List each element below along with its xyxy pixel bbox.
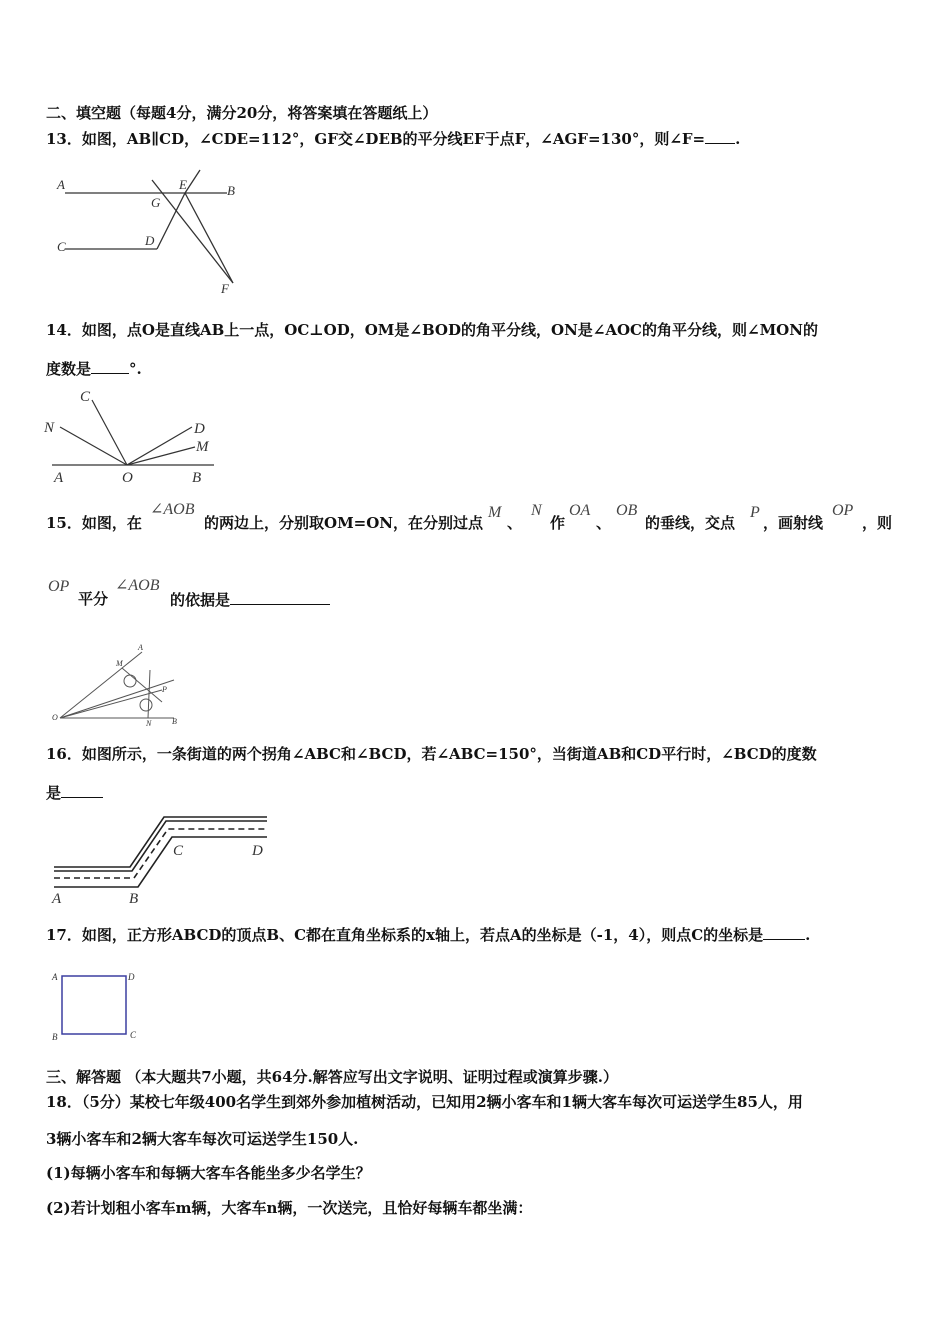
question-15-part-2: 的两边上，分别取OM=ON，在分别过点 <box>204 514 484 532</box>
question-17 <box>46 925 810 944</box>
question-15-part-6: ，则 <box>862 514 893 532</box>
label-n: N <box>44 420 55 436</box>
figure-17 <box>50 968 150 1043</box>
ray-om <box>127 447 195 465</box>
math-angle-aob-2: ∠AOB <box>115 577 160 594</box>
line-ef <box>185 193 233 283</box>
ray-oa <box>60 652 142 718</box>
arc-mark-lower <box>140 699 152 711</box>
question-13 <box>46 129 740 148</box>
label-a: A <box>52 891 62 907</box>
math-ray-ob: OB <box>616 502 638 519</box>
math-point-m: M <box>488 504 502 521</box>
label-b: B <box>172 717 177 726</box>
question-14-end: °. <box>129 360 142 378</box>
figure-14 <box>42 385 242 485</box>
question-18-line-2: 3辆小客车和2辆大客车每次可运送学生150人. <box>46 1130 359 1148</box>
label-a: A <box>54 470 64 486</box>
answer-blank-15[interactable] <box>230 590 330 605</box>
section-3-header: 三、解答题 （本大题共7小题，共64分.解答应写出文字说明、证明过程或演算步骤.） <box>46 1068 618 1086</box>
arc-line <box>60 690 162 718</box>
question-18-sub-2: (2)若计划租小客车m辆，大客车n辆，一次送完，且恰好每辆车都坐满： <box>46 1199 533 1217</box>
label-p: P <box>162 685 167 694</box>
math-point-n: N <box>531 502 542 519</box>
question-15-sep-2: 、 <box>596 514 612 532</box>
question-17-end: . <box>805 926 811 944</box>
question-13-text: 13．如图，AB∥CD，∠CDE=112°，GF交∠DEB的平分线EF于点F，∠AGF=130°，则∠F= <box>46 130 706 148</box>
label-c: C <box>57 239 66 254</box>
label-e: E <box>179 177 187 192</box>
ray-op <box>60 680 174 718</box>
question-18-sub-1: (1)每辆小客车和每辆大客车各能坐多少名学生？ <box>46 1164 371 1182</box>
question-15-part-5: ，画射线 <box>763 514 824 532</box>
question-14-line-1: 14．如图，点O是直线AB上一点，OC⊥OD，OM是∠BOD的角平分线，ON是∠AOC的角平分线，则∠MON的 <box>46 321 818 339</box>
question-15-sep-1: 、 <box>507 514 523 532</box>
answer-blank-14[interactable] <box>91 359 129 374</box>
math-ray-oa: OA <box>569 502 591 519</box>
label-d: D <box>145 233 155 248</box>
label-c: C <box>80 389 91 405</box>
answer-blank-13[interactable] <box>705 129 735 144</box>
street-edge-upper <box>54 817 267 867</box>
label-d: D <box>252 843 263 859</box>
section-2-header: 二、填空题（每题4分，满分20分，将答案填在答题纸上） <box>46 104 438 122</box>
label-o: O <box>52 713 58 722</box>
question-15-part-3: 作 <box>550 514 566 532</box>
question-13-end: . <box>735 130 741 148</box>
answer-blank-17[interactable] <box>763 925 805 940</box>
question-14-prefix: 度数是 <box>46 360 92 378</box>
label-b: B <box>129 891 139 907</box>
label-d: D <box>128 972 135 982</box>
label-b: B <box>52 1032 58 1042</box>
segment-de <box>157 193 185 249</box>
label-c: C <box>130 1030 137 1040</box>
square-abcd <box>62 976 126 1034</box>
question-14-line-2 <box>46 359 142 378</box>
figure-13 <box>55 175 255 295</box>
question-17-text: 17．如图，正方形ABCD的顶点B、C都在直角坐标系的x轴上，若点A的坐标是（-1，4），则点C的坐标是 <box>46 926 764 944</box>
label-d: D <box>194 421 205 437</box>
label-a: A <box>138 643 143 652</box>
perp-mp <box>122 668 162 702</box>
question-15-part-4: 的垂线，交点 <box>645 514 736 532</box>
line-gf <box>152 180 233 283</box>
label-m: M <box>196 439 209 455</box>
segment-dh <box>185 170 200 193</box>
label-b: B <box>227 183 235 198</box>
arc-mark-upper <box>124 675 136 687</box>
label-a: A <box>57 177 65 192</box>
question-15-part-7: 平分 <box>78 590 109 608</box>
question-16-line-2 <box>46 783 103 802</box>
question-16-prefix: 是 <box>46 784 62 802</box>
math-point-p: P <box>750 504 760 521</box>
label-c: C <box>173 843 184 859</box>
label-n: N <box>146 719 152 728</box>
street-edge-upper-inner <box>54 821 267 871</box>
ray-od <box>127 427 192 465</box>
answer-blank-16[interactable] <box>61 783 103 798</box>
figure-15 <box>52 640 192 730</box>
question-15-part-8 <box>170 590 330 609</box>
question-16-line-1: 16．如图所示，一条街道的两个拐角∠ABC和∠BCD，若∠ABC=150°，当街道AB和CD平行时，∠BCD的度数 <box>46 745 817 763</box>
label-g: G <box>151 195 161 210</box>
label-f: F <box>221 281 229 296</box>
label-m: M <box>116 659 123 668</box>
label-o: O <box>122 470 133 486</box>
label-a: A <box>52 972 58 982</box>
figure-16 <box>52 812 282 907</box>
question-18-line-1: 18．（5分）某校七年级400名学生到郊外参加植树活动，已知用2辆小客车和1辆大客车每次可运送学生85人，用 <box>46 1093 803 1111</box>
question-15-basis: 的依据是 <box>170 591 231 609</box>
label-b: B <box>192 470 202 486</box>
math-angle-aob: ∠AOB <box>150 501 195 518</box>
street-edge-lower <box>54 837 267 887</box>
math-ray-op-2: OP <box>48 578 70 595</box>
math-ray-op: OP <box>832 502 854 519</box>
question-15-lead: 15．如图，在 <box>46 514 142 532</box>
